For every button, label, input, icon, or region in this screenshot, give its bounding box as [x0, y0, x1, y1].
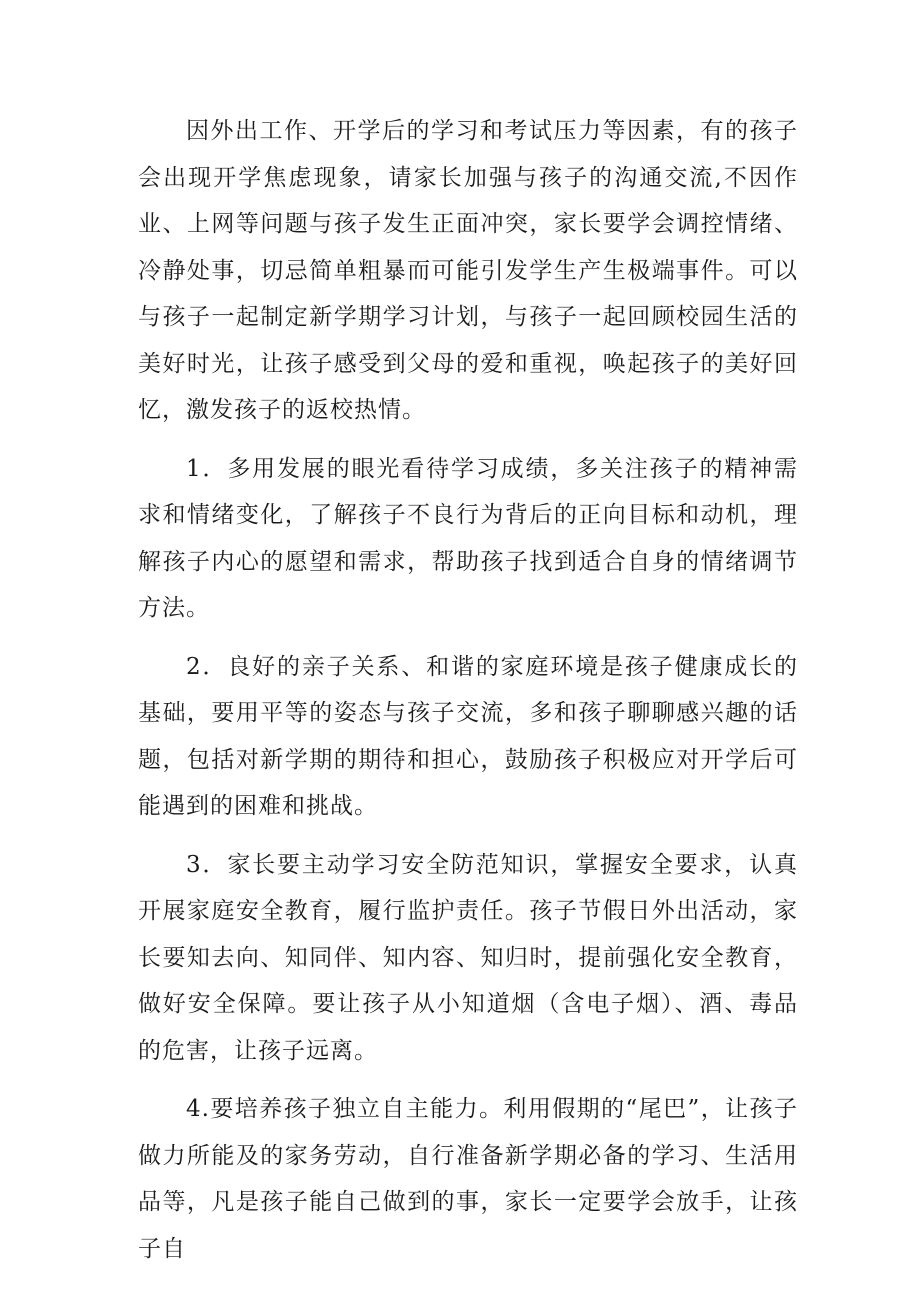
paragraph-item-3: 3．家长要主动学习安全防范知识，掌握安全要求，认真开展家庭安全教育，履行监护责任。孩子节假日外出活动，家长要知去向、知同伴、知内容、知归时，提前强化安全教育，做好安全保障。要让孩子从小知道烟（含电子烟）、酒、毒品的危害，让孩子远离。 — [138, 851, 798, 1064]
paragraph-intro: 因外出工作、开学后的学习和考试压力等因素，有的孩子会出现开学焦虑现象，请家长加强与孩子的沟通交流,不因作业、上网等问题与孩子发生正面冲突，家长要学会调控情绪、冷静处事，切忌简单粗暴而可能引发学生产生极端事件。可以与孩子一起制定新学期学习计划，与孩子一起回顾校园生活的美好时光，让孩子感受到父母的爱和重视，唤起孩子的美好回忆，激发孩子的返校热情。 — [138, 118, 798, 423]
document-body — [138, 108, 798, 1284]
paragraph-item-1: 1．多用发展的眼光看待学习成绩，多关注孩子的精神需求和情绪变化，了解孩子不良行为背后的正向目标和动机，理解孩子内心的愿望和需求，帮助孩子找到适合自身的情绪调节方法。 — [138, 455, 798, 621]
paragraph-item-4: 4.要培养孩子独立自主能力。利用假期的“尾巴”，让孩子做力所能及的家务劳动，自行准备新学期必备的学习、生活用品等，凡是孩子能自己做到的事，家长一定要学会放手，让孩子自 — [138, 1096, 798, 1262]
paragraph-item-2: 2．良好的亲子关系、和谐的家庭环境是孩子健康成长的基础，要用平等的姿态与孩子交流，多和孩子聊聊感兴趣的话题，包括对新学期的期待和担心，鼓励孩子积极应对开学后可能遇到的困难和挑战。 — [138, 653, 798, 819]
